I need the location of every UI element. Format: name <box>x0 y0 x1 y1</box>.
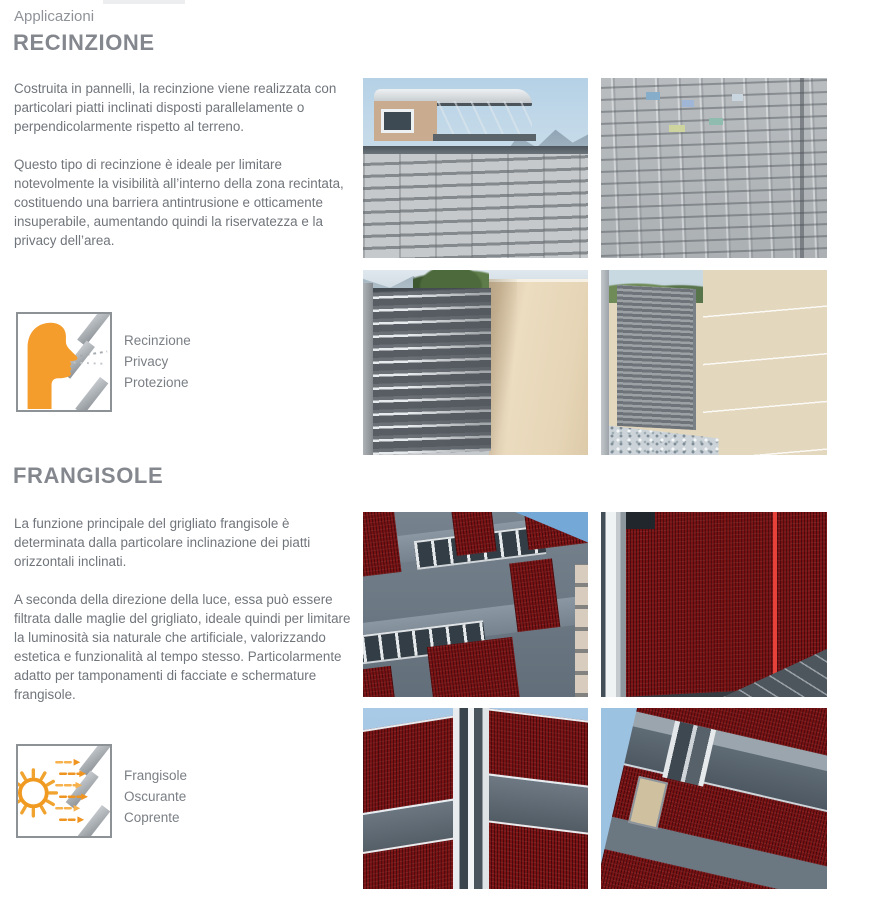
photo-layer <box>509 558 560 632</box>
photo-layer <box>601 512 626 697</box>
photo-layer <box>601 708 827 889</box>
icon-label: Coprente <box>124 810 180 825</box>
privacy-face-icon <box>16 312 112 412</box>
photo-layer <box>449 512 496 556</box>
section-heading-recinzione: RECINZIONE <box>13 30 155 55</box>
photo-layer <box>372 288 491 455</box>
icon-label: Oscurante <box>124 789 187 804</box>
photo-layer <box>363 666 398 697</box>
photo-layer <box>617 285 696 430</box>
page-kicker: Applicazioni <box>14 8 95 25</box>
photo-red-grating-closeup <box>601 512 827 697</box>
photo-layer <box>485 820 589 889</box>
photo-layer <box>363 715 458 889</box>
photo-slat-screen-gravel <box>601 270 827 455</box>
privacy-face-icon-graphic <box>18 314 110 410</box>
frangisole-paragraph-2: A seconda della direzione della luce, essa può essere filtrata dalle maglie del grigliato, ideale quindi per limitare la luminosità sia naturale che artificiale, valorizzando estetica e funzionalità al tempo stesso. Particolarmente adatto per tamponamenti di facciate e schermature frangisole. <box>14 592 351 702</box>
photo-layer <box>363 512 401 580</box>
icon-label: Recinzione <box>124 333 191 348</box>
photo-layer <box>800 78 805 258</box>
icon-label: Frangisole <box>124 768 188 783</box>
photo-layer <box>437 101 532 137</box>
photo-layer <box>669 125 685 132</box>
cropped-header-strip <box>103 0 185 4</box>
photo-layer <box>773 512 778 697</box>
section-heading-frangisole: FRANGISOLE <box>13 463 164 488</box>
icon-label: Protezione <box>124 375 189 390</box>
photo-layer <box>575 564 589 697</box>
photo-layer <box>433 134 537 141</box>
frangisole-icon-labels <box>124 765 187 828</box>
photo-layer <box>489 279 588 455</box>
recinzione-paragraph-1: Costruita in pannelli, la recinzione viene realizzata con particolari piatti inclinati disposti parallelamente o perpendicolarmente rispetto al terreno. <box>14 81 337 134</box>
photo-layer <box>601 270 609 455</box>
photo-layer <box>646 92 660 99</box>
frangisole-text <box>14 514 352 723</box>
photo-layer <box>426 637 521 697</box>
photo-layer <box>703 270 827 455</box>
photo-layer <box>363 283 373 455</box>
photo-layer <box>709 118 723 125</box>
photo-building-corner-below <box>363 708 588 889</box>
recinzione-paragraph-2: Questo tipo di recinzione è ideale per limitare notevolmente la visibilità all’interno della zona recintata, costituendo una barriera antintrusione e otticamente insuperabile, aumentando quindi la riservatezza e la privacy dell’area. <box>14 157 344 248</box>
frangisole-paragraph-1: La funzione principale del grigliato frangisole è determinata dalla particolare inclinazione dei piatti orizzontali inclinati. <box>14 516 311 569</box>
photo-layer <box>732 94 743 101</box>
sun-shading-icon <box>16 744 112 838</box>
photo-layer <box>381 109 414 133</box>
photo-layer <box>601 78 827 258</box>
recinzione-text <box>14 79 352 269</box>
photo-layer <box>363 715 458 813</box>
sun-shading-icon-graphic <box>18 746 110 836</box>
photo-red-facade-sky <box>601 708 827 889</box>
photo-layer <box>682 100 693 107</box>
photo-layer <box>453 708 489 889</box>
photo-layer <box>363 512 588 697</box>
photo-layer <box>363 154 588 258</box>
photo-red-facade-perspective <box>363 512 588 697</box>
recinzione-icon-labels <box>124 330 191 393</box>
photo-louver-fence-building <box>363 78 588 258</box>
photo-layer <box>626 512 655 529</box>
photo-louver-grid-closeup <box>601 78 827 258</box>
photo-louver-gate-beige-wall <box>363 270 588 455</box>
photo-layer <box>485 708 589 889</box>
icon-label: Privacy <box>124 354 169 369</box>
